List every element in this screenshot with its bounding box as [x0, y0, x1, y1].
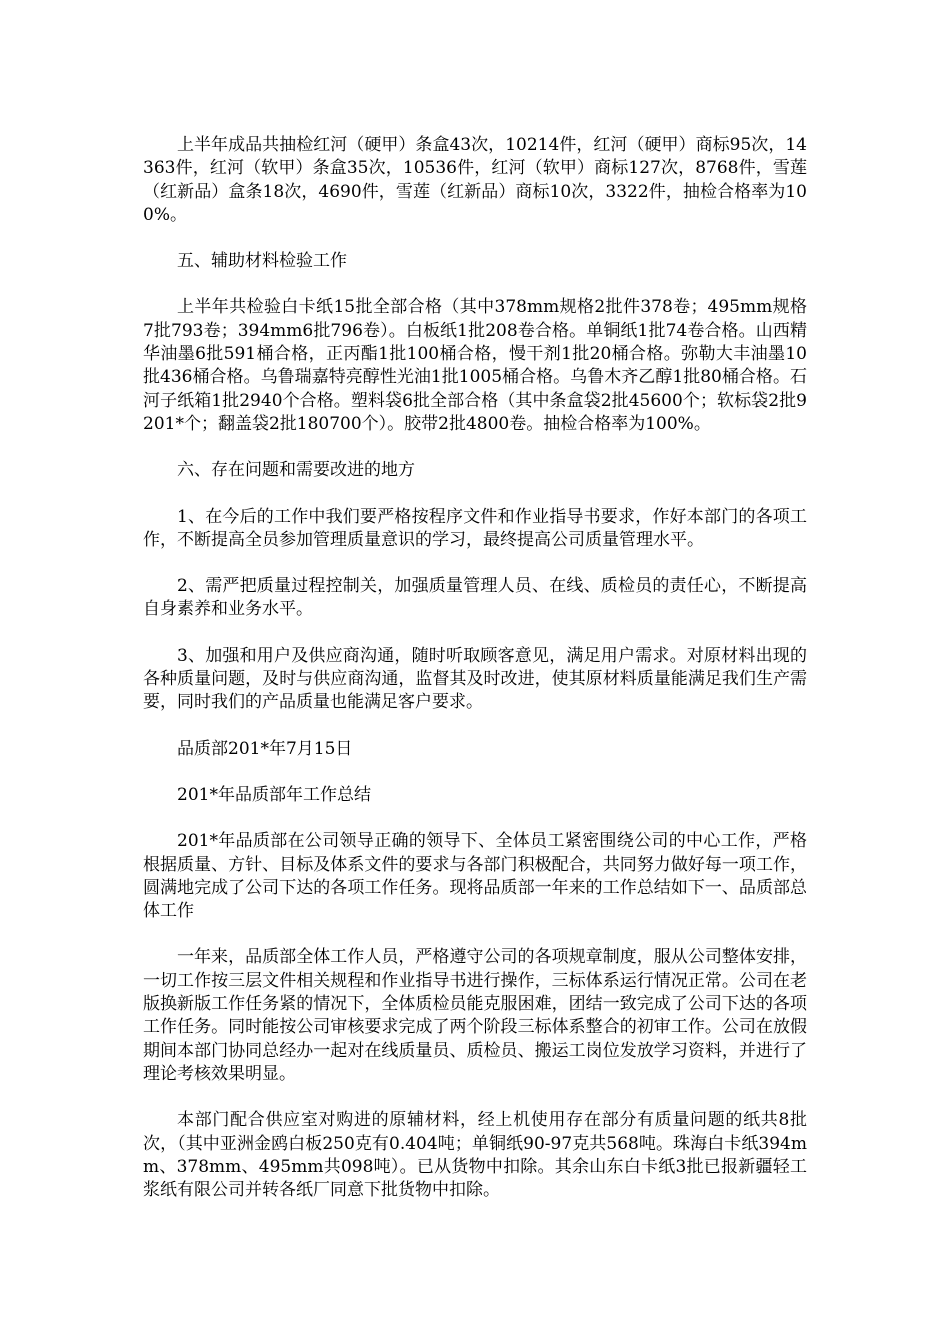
paragraph-introduction: 201*年品质部在公司领导正确的领导下、全体员工紧密围绕公司的中心工作，严格根据质量、方针、目标及体系文件的要求与各部门积极配合，共同努力做好每一项工作，圆满地完成了公司下达的各项工作任务。现将品质部一年来的工作总结如下一、品质部总体工作 [143, 831, 807, 922]
section-heading-auxiliary-materials: 五、辅助材料检验工作 [177, 251, 347, 272]
section-heading-issues: 六、存在问题和需要改进的地方 [177, 460, 415, 481]
paragraph-auxiliary-materials: 上半年共检验白卡纸15批全部合格（其中378mm规格2批件378卷；495mm规格7批793卷；394mm6批796卷）。白板纸1批208卷合格。单铜纸1批74卷合格。山西精华油墨6批591桶合格，正丙酯1批100桶合格，慢干剂1批20桶合格。弥勒大丰油墨10批436桶合格。乌鲁瑞嘉特亮醇性光油1批1005桶合格。乌鲁木齐乙醇1批80桶合格。石河子纸箱1批2940个合格。塑料袋6批全部合格（其中条盒袋2批45600个；软标袋2批9201*个；翻盖袋2批180700个）。胶带2批4800卷。抽检合格率为100%。 [143, 297, 807, 434]
signature-date: 品质部201*年7月15日 [177, 738, 353, 759]
paragraph-issue-2: 2、需严把质量过程控制关，加强质量管理人员、在线、质检员的责任心，不断提高自身素养和业务水平。 [143, 576, 807, 620]
report-title: 201*年品质部年工作总结 [177, 784, 371, 805]
document-body [143, 134, 807, 1225]
paragraph-issue-1: 1、在今后的工作中我们要严格按程序文件和作业指导书要求，作好本部门的各项工作，不断提高全员参加管理质量意识的学习，最终提高公司质量管理水平。 [143, 506, 807, 550]
paragraph-issue-3: 3、加强和用户及供应商沟通，随时听取顾客意见，满足用户需求。对原材料出现的各种质量问题，及时与供应商沟通，监督其及时改进，使其原材料质量能满足我们生产需要，同时我们的产品质量也能满足客户要求。 [143, 645, 807, 713]
paragraph-material-issues: 本部门配合供应室对购进的原辅材料，经上机使用存在部分有质量问题的纸共8批次，（其中亚洲金鸥白板250克有0.404吨；单铜纸90-97克共568吨。珠海白卡纸394mm、378mm、495mm共098吨）。已从货物中扣除。其余山东白卡纸3批已报新疆轻工浆纸有限公司并转各纸厂同意下批货物中扣除。 [143, 1110, 807, 1201]
paragraph-overall-work: 一年来，品质部全体工作人员，严格遵守公司的各项规章制度，服从公司整体安排，一切工作按三层文件相关规程和作业指导书进行操作，三标体系运行情况正常。公司在老版换新版工作任务紧的情况下，全体质检员能克服困难，团结一致完成了公司下达的各项工作任务。同时能按公司审核要求完成了两个阶段三标体系整合的初审工作。公司在放假期间本部门协同总经办一起对在线质量员、质检员、搬运工岗位发放学习资料，并进行了理论考核效果明显。 [143, 947, 807, 1084]
paragraph-inspection-summary: 上半年成品共抽检红河（硬甲）条盒43次，10214件，红河（硬甲）商标95次，14363件，红河（软甲）条盒35次，10536件，红河（软甲）商标127次，8768件，雪莲（红新品）盒条18次，4690件，雪莲（红新品）商标10次，3322件，抽检合格率为100%。 [143, 135, 807, 225]
